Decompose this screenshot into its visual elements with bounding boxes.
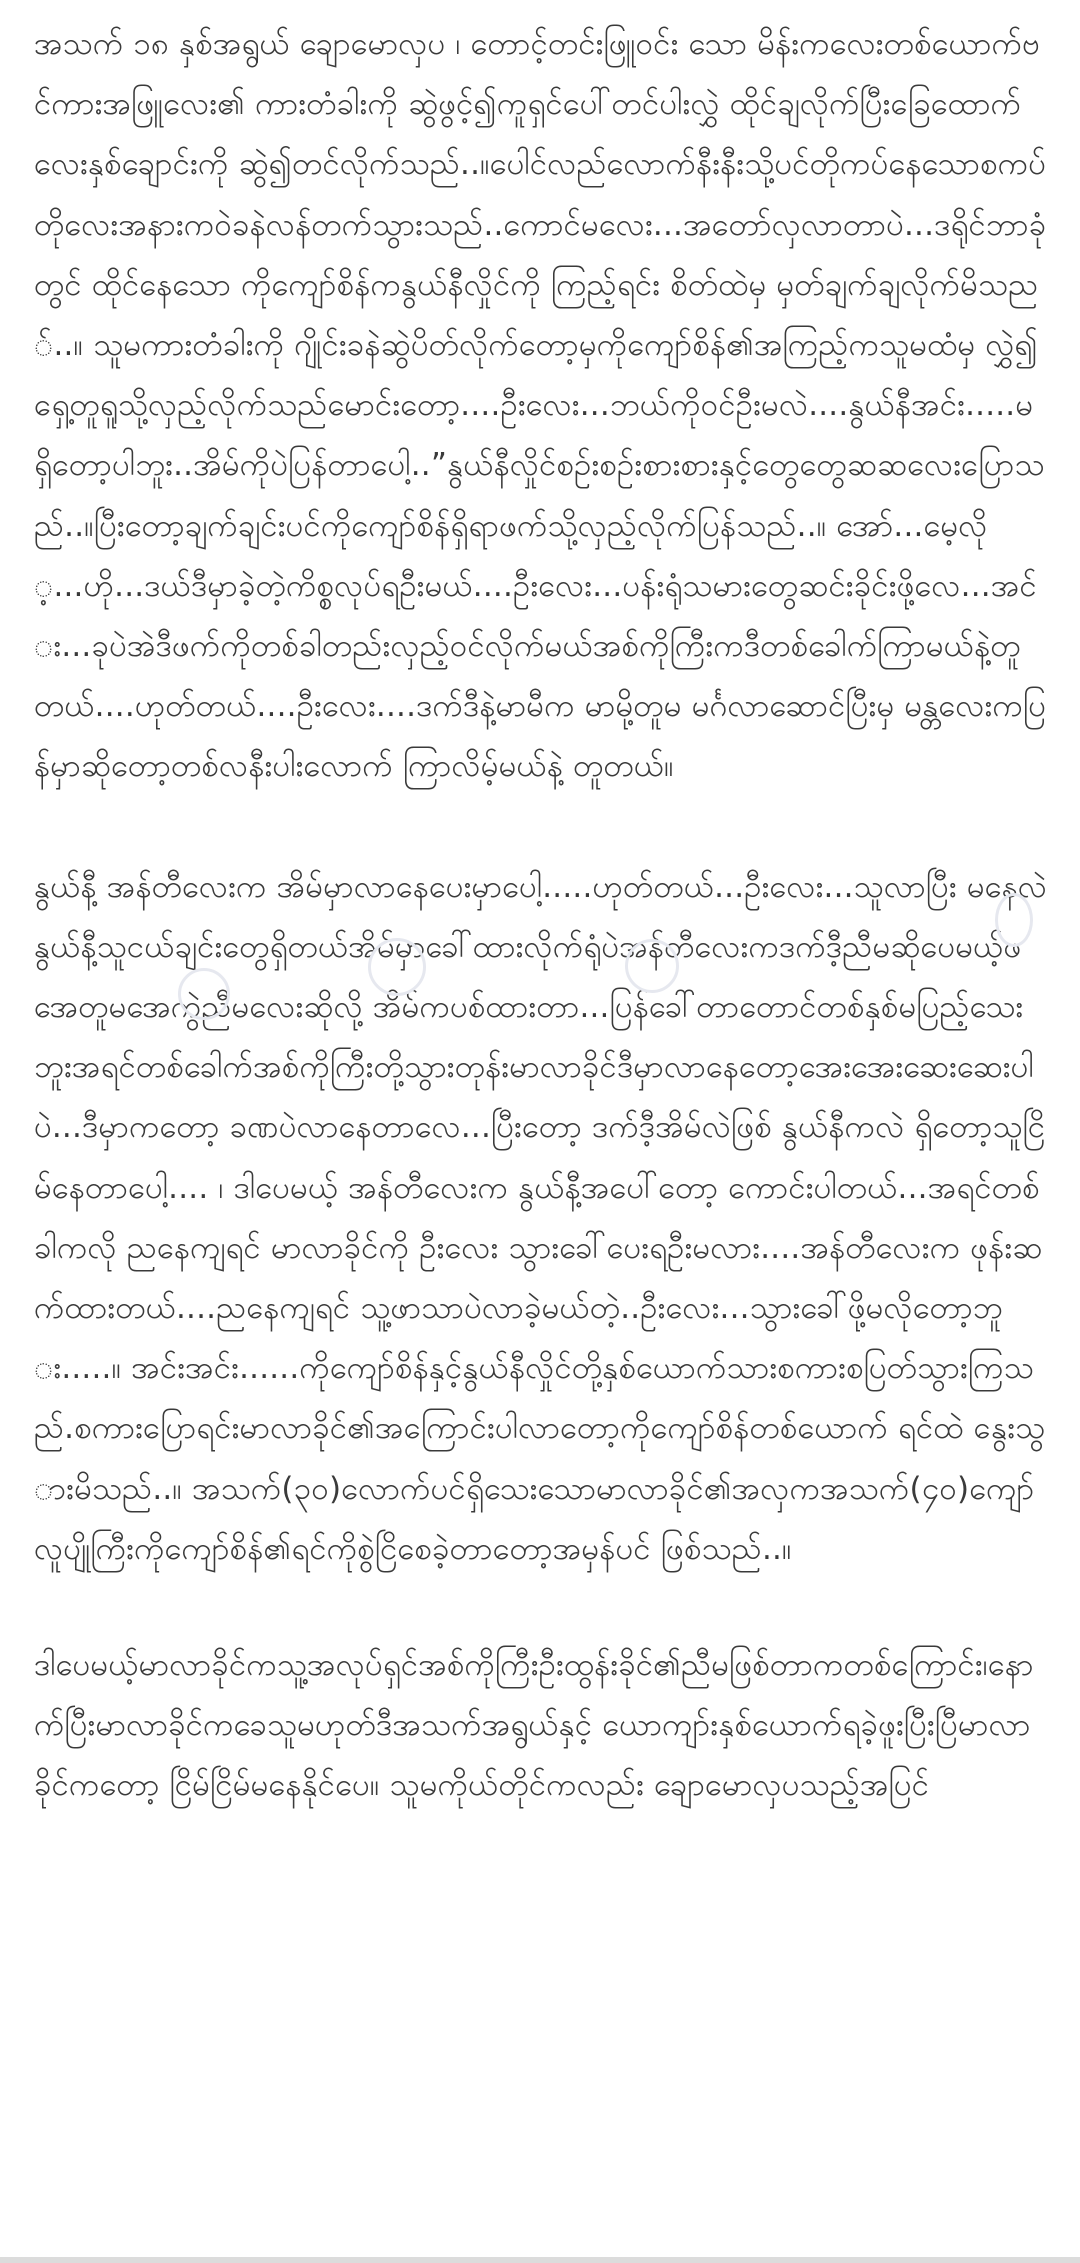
bottom-scroll-edge xyxy=(0,2257,1080,2263)
article-paragraph-3: ဒါပေမယ့်မာလာခိုင်ကသူ့အလုပ်ရှင်အစ်ကိုကြီးဦးထွန်းခိုင်၏ညီမဖြစ်တာကတစ်ကြောင်း၊နောက်ပြီးမာလာခိုင်ကခေသူမဟုတ်ဒီအသက်အရွယ်နှင့် ယောကျာ်းနှစ်ယောက်ရခဲ့ဖူးပြီးပြီမာလာခိုင်ကတော့ ငြိမ်ငြိမ်မနေနိုင်ပေ။ သူမကိုယ်တိုင်ကလည်း ချောမောလှပသည့်အပြင် xyxy=(34,1647,1034,1804)
article-paragraph-1: အသက် ၁၈ နှစ်အရွယ် ချောမောလှပ ၊ တောင့်တင်းဖြူဝင်း သော မိန်းကလေးတစ်ယောက်ဗင်ကားအဖြူလေး၏ ကားတံခါးကို ဆွဲဖွင့်၍ကူရှင်ပေါ်တင်ပါးလွှဲ ထိုင်ချလိုက်ပြီးခြေထောက်လေးနှစ်ချောင်းကို ဆွဲ၍တင်လိုက်သည်..။ပေါင်လည်လောက်နီးနီးသို့ပင်တိုကပ်နေသောစကပ်တိုလေးအနားကဝဲခနဲလန်တက်သွားသည်..ကောင်မလေး...အတော်လှလာတာပဲ...ဒရိုင်ဘာခုံတွင် ထိုင်နေသော ကိုကျော်စိန်ကနွယ်နီလှိုင်ကို ကြည့်ရင်း စိတ်ထဲမှ မှတ်ချက်ချလိုက်မိသည်..။ သူမကားတံခါးကို ဂျိုင်းခနဲဆွဲပိတ်လိုက်တော့မှကိုကျော်စိန်၏အကြည့်ကသူမထံမှ လွှဲ၍ရှေ့တူရူသို့လှည့်လိုက်သည်မောင်းတော့....ဦးလေး...ဘယ်ကိုဝင်ဦးမလဲ....နွယ်နီအင်း.....မရှိတော့ပါဘူး..အိမ်ကိုပဲပြန်တာပေါ့..”နွယ်နီလှိုင်စဉ်းစဉ်းစားစားနှင့်တွေတွေဆဆလေးပြောသည်..။ပြီးတော့ချက်ချင်းပင်ကိုကျော်စိန်ရှိရာဖက်သို့လှည့်လိုက်ပြန်သည်..။ အော်...မေ့လို့...ဟို...ဒယ်ဒီမှာခဲ့တဲ့ကိစ္စလုပ်ရဦးမယ်....ဦးလေး...ပန်းရုံသမားတွေဆင်းခိုင်းဖို့လေ...အင်း...ခုပဲအဲဒီဖက်ကိုတစ်ခါတည်းလှည့်ဝင်လိုက်မယ်အစ်ကိုကြီးကဒီတစ်ခေါက်ကြာမယ်နဲ့တူတယ်....ဟုတ်တယ်....ဦးလေး....ဒက်ဒီနဲ့မာမီက မာမို့တူမ မင်္ဂလာဆောင်ပြီးမှ မန္တလေးကပြန်မှာဆိုတော့တစ်လနီးပါးလောက် ကြာလိမ့်မယ်နဲ့ တူတယ်။ xyxy=(34,26,1047,785)
article-body xyxy=(34,0,1048,2263)
article-paragraph-2: နွယ်နီ့ အန်တီလေးက အိမ်မှာလာနေပေးမှာပေါ့.....ဟုတ်တယ်...ဦးလေး...သူလာပြီး မနေလဲ နွယ်နီ့သူငယ်ချင်းတွေရှိတယ်အိမ်မှာခေါ်ထားလိုက်ရုံပဲအန်တီလေးကဒက်ဒီ့ညီမဆိုပေမယ့်ဖအေတူမအေကွဲညီမလေးဆိုလို့ အိမ်ကပစ်ထားတာ...ပြန်ခေါ်တာတောင်တစ်နှစ်မပြည့်သေးဘူးအရင်တစ်ခေါက်အစ်ကိုကြီးတို့သွားတုန်းမာလာခိုင်ဒီမှာလာနေတော့အေးအေးဆေးဆေးပါပဲ...ဒီမှာကတော့ ခဏပဲလာနေတာလေ...ပြီးတော့ ဒက်ဒီ့အိမ်လဲဖြစ် နွယ်နီကလဲ ရှိတော့သူငြိမ်နေတာပေါ့.... ၊ ဒါပေမယ့် အန်တီလေးက နွယ်နီ့အပေါ်တော့ ကောင်းပါတယ်...အရင်တစ်ခါကလို ညနေကျရင် မာလာခိုင်ကို ဦးလေး သွားခေါ်ပေးရဦးမလား....အန်တီလေးက ဖုန်းဆက်ထားတယ်....ညနေကျရင် သူ့ဖာသာပဲလာခဲ့မယ်တဲ့..ဦးလေး...သွားခေါ်ဖို့မလိုတော့ဘူး.....။ အင်းအင်း......ကိုကျော်စိန်နှင့်နွယ်နီလှိုင်တို့နှစ်ယောက်သားစကားစပြတ်သွားကြသည်.စကားပြောရင်းမာလာခိုင်၏အကြောင်းပါလာတော့ကိုကျော်စိန်တစ်ယောက် ရင်ထဲ နွေးသွားမိသည်..။ အသက်(၃၀)လောက်ပင်ရှိသေးသောမာလာခိုင်၏အလှကအသက်(၄၀)ကျော်လူပျိုကြီးကိုကျော်စိန်၏ရင်ကိုစွဲငြိစေခဲ့တာတော့အမှန်ပင် ဖြစ်သည်..။ xyxy=(34,868,1048,1567)
